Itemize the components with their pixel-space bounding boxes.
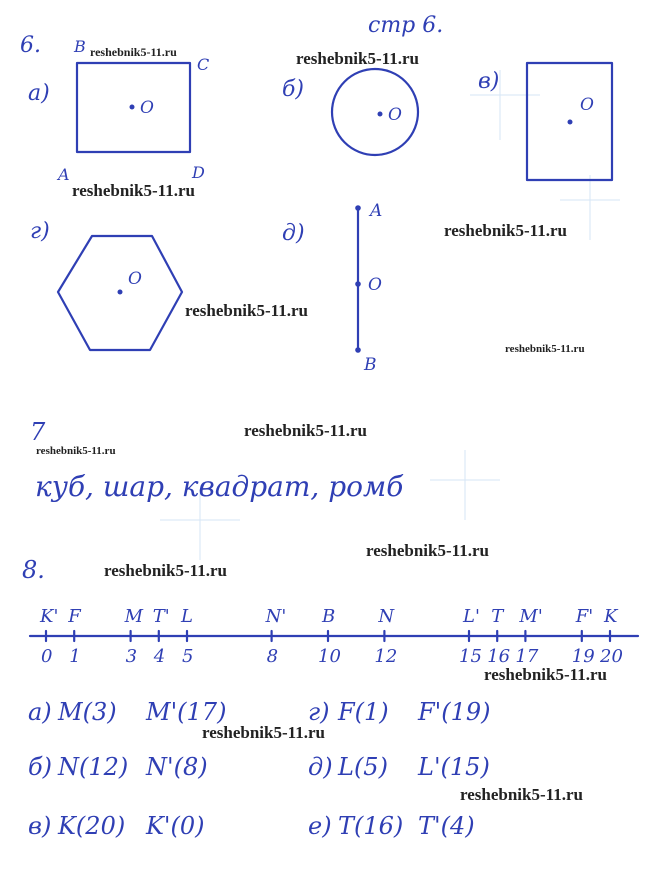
answer-image: T'(4) bbox=[418, 812, 475, 840]
task7-number: 7 bbox=[30, 418, 46, 446]
answer-label: б) bbox=[28, 753, 53, 781]
center-label: O bbox=[388, 105, 402, 125]
task6-v-label: в) bbox=[478, 69, 500, 94]
task8-number: 8. bbox=[22, 556, 45, 584]
vertex-c: C bbox=[197, 55, 210, 74]
watermarks bbox=[36, 45, 607, 804]
tick-point-label: K' bbox=[40, 606, 59, 627]
answer-image: K'(0) bbox=[146, 812, 205, 840]
task6-number: 6. bbox=[20, 33, 41, 58]
watermark-11: reshebnik5-11.ru bbox=[484, 665, 607, 684]
center-dot bbox=[568, 120, 573, 125]
answer-label: а) bbox=[28, 698, 52, 726]
watermark-12: reshebnik5-11.ru bbox=[202, 723, 325, 742]
point-b-dot bbox=[355, 347, 361, 353]
center-label: O bbox=[580, 95, 594, 115]
task6-b-label: б) bbox=[282, 77, 305, 102]
tick-point-label: N' bbox=[265, 606, 287, 627]
task6-d-segment bbox=[282, 201, 382, 375]
tick-point-label: M' bbox=[519, 606, 543, 627]
tick-value-label: 16 bbox=[487, 646, 511, 667]
point-a-label: A bbox=[370, 201, 383, 221]
tick-value-label: 10 bbox=[318, 646, 341, 667]
tick-point-label: L' bbox=[463, 606, 480, 627]
answer-point: L(5) bbox=[338, 753, 388, 781]
tick-point-label: M bbox=[124, 606, 144, 627]
task6-a-square bbox=[28, 37, 209, 184]
answer-point: T(16) bbox=[338, 812, 404, 840]
answer-point: F(1) bbox=[338, 698, 389, 726]
answer-point: M(3) bbox=[58, 698, 117, 726]
task6-g-hexagon bbox=[30, 219, 182, 350]
point-b-label: B bbox=[364, 355, 377, 375]
point-o-dot bbox=[355, 281, 361, 287]
watermark-5: reshebnik5-11.ru bbox=[185, 301, 308, 320]
center-label: O bbox=[140, 98, 154, 118]
tick-value-label: 12 bbox=[374, 646, 398, 667]
point-o-label: O bbox=[368, 275, 382, 295]
task7-answer: куб, шар, квадрат, ромб bbox=[35, 470, 404, 503]
number-line bbox=[30, 606, 638, 667]
tick-value-label: 4 bbox=[153, 646, 166, 667]
page-heading: стр 6. bbox=[368, 13, 444, 38]
task6-b-circle bbox=[282, 69, 418, 155]
tick-value-label: 1 bbox=[69, 646, 81, 667]
watermark-8: reshebnik5-11.ru bbox=[36, 445, 116, 457]
point-a-dot bbox=[355, 205, 361, 211]
vertex-a: A bbox=[58, 165, 70, 184]
watermark-2: reshebnik5-11.ru bbox=[296, 49, 419, 68]
answer-point: K(20) bbox=[58, 812, 126, 840]
tick-value-label: 5 bbox=[182, 646, 194, 667]
watermark-7: reshebnik5-11.ru bbox=[244, 421, 367, 440]
answer-label: г) bbox=[308, 698, 330, 726]
task6-d-label: д) bbox=[282, 221, 305, 246]
watermark-10: reshebnik5-11.ru bbox=[104, 561, 227, 580]
task6-a-label: а) bbox=[28, 81, 50, 106]
tick-point-label: L bbox=[181, 606, 193, 627]
tick-value-label: 8 bbox=[266, 646, 279, 667]
center-dot bbox=[378, 112, 383, 117]
watermark-1: reshebnik5-11.ru bbox=[90, 45, 177, 59]
tick-point-label: N bbox=[378, 606, 395, 627]
tick-value-label: 17 bbox=[515, 646, 539, 667]
watermark-6: reshebnik5-11.ru bbox=[505, 343, 585, 355]
center-label: O bbox=[128, 269, 142, 289]
watermark-9: reshebnik5-11.ru bbox=[366, 541, 489, 560]
watermark-3: reshebnik5-11.ru bbox=[72, 181, 195, 200]
task6-g-label: г) bbox=[30, 219, 50, 244]
tick-point-label: T' bbox=[152, 606, 170, 627]
answer-label: е) bbox=[308, 812, 332, 840]
center-dot bbox=[118, 290, 123, 295]
task8-answers bbox=[28, 698, 491, 840]
answer-image: L'(15) bbox=[418, 753, 490, 781]
watermark-13: reshebnik5-11.ru bbox=[460, 785, 583, 804]
answer-label: в) bbox=[28, 812, 52, 840]
tick-value-label: 0 bbox=[41, 646, 53, 667]
tick-point-label: B bbox=[322, 606, 336, 627]
vertex-b: B bbox=[74, 37, 86, 56]
tick-value-label: 15 bbox=[459, 646, 482, 667]
tick-point-label: K bbox=[604, 606, 618, 627]
tick-value-label: 3 bbox=[125, 646, 138, 667]
answer-image: M'(17) bbox=[146, 698, 227, 726]
circle-shape bbox=[332, 69, 418, 155]
tick-point-label: F bbox=[68, 606, 81, 627]
answer-point: N(12) bbox=[58, 753, 129, 781]
center-dot bbox=[130, 105, 135, 110]
watermark-4: reshebnik5-11.ru bbox=[444, 221, 567, 240]
vertex-d: D bbox=[192, 163, 205, 182]
tick-value-label: 19 bbox=[571, 646, 595, 667]
answer-image: N'(8) bbox=[146, 753, 208, 781]
tick-point-label: F' bbox=[575, 606, 594, 627]
answer-label: д) bbox=[308, 753, 333, 781]
tick-value-label: 20 bbox=[600, 646, 623, 667]
answer-image: F'(19) bbox=[418, 698, 491, 726]
tick-point-label: T bbox=[491, 606, 504, 627]
task6-v-rectangle bbox=[478, 63, 612, 180]
